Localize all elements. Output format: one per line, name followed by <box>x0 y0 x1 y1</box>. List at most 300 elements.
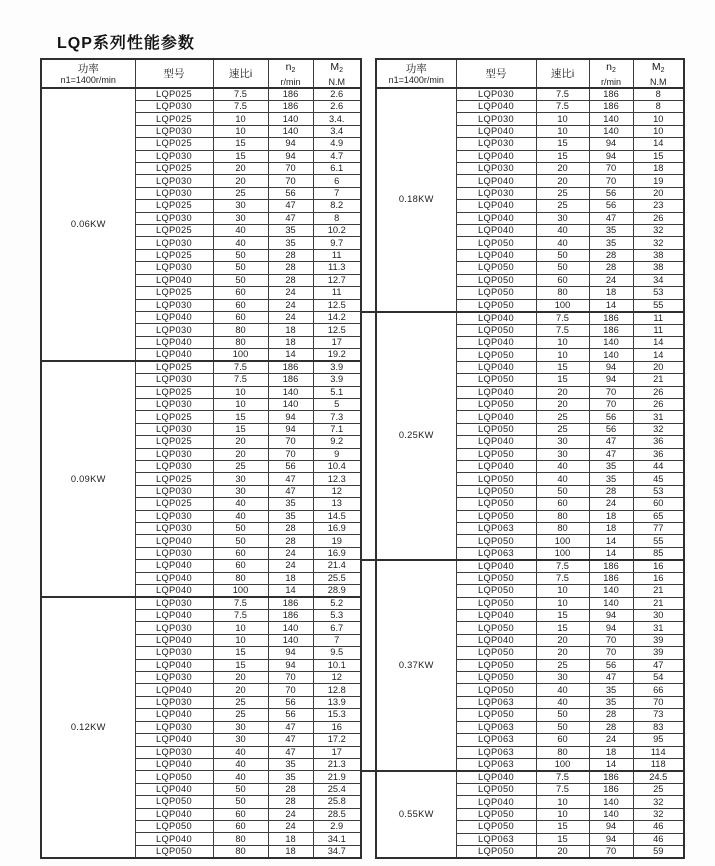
m2-cell: 25 <box>633 783 684 795</box>
ratio-cell: 20 <box>536 386 589 398</box>
m2-cell: 83 <box>633 721 684 733</box>
m2-cell: 21 <box>633 374 684 386</box>
col-header-n2 <box>268 59 313 88</box>
model-cell: LQP030 <box>135 597 213 610</box>
m2-cell: 3.9 <box>313 361 361 374</box>
m2-cell: 2.6 <box>313 88 361 101</box>
model-cell: LQP063 <box>456 523 536 535</box>
ratio-cell: 7.5 <box>213 374 268 386</box>
ratio-cell: 30 <box>536 448 589 460</box>
m2-cell: 3.9 <box>313 374 361 386</box>
n2-cell: 24 <box>589 498 633 510</box>
n2-cell: 47 <box>268 212 313 224</box>
n2-cell: 70 <box>589 163 633 175</box>
n2-cell: 24 <box>268 820 313 832</box>
table-body-left <box>41 88 361 858</box>
ratio-cell: 7.5 <box>213 610 268 622</box>
ratio-cell: 50 <box>213 535 268 547</box>
ratio-cell: 50 <box>213 274 268 286</box>
model-cell: LQP030 <box>135 187 213 199</box>
model-cell: LQP050 <box>456 398 536 410</box>
m2-cell: 44 <box>633 460 684 472</box>
m2-cell: 36 <box>633 436 684 448</box>
m2-cell: 8 <box>313 212 361 224</box>
ratio-cell: 50 <box>213 262 268 274</box>
m2-cell: 77 <box>633 523 684 535</box>
n2-cell: 140 <box>589 597 633 609</box>
n2-cell: 24 <box>268 311 313 323</box>
ratio-cell: 80 <box>536 523 589 535</box>
ratio-label: 速比i <box>228 67 253 80</box>
m2-cell: 53 <box>633 287 684 299</box>
m2-cell: 32 <box>633 423 684 435</box>
n2-cell: 94 <box>589 833 633 845</box>
m2-cell: 11.3 <box>313 262 361 274</box>
ratio-cell: 10 <box>213 386 268 398</box>
table-row <box>41 361 361 374</box>
m2-cell: 25.4 <box>313 783 361 795</box>
n2-cell: 140 <box>589 113 633 125</box>
model-cell: LQP030 <box>135 324 213 336</box>
ratio-cell: 15 <box>213 411 268 423</box>
n2-cell: 14 <box>589 547 633 560</box>
n2-cell: 70 <box>589 845 633 858</box>
model-cell: LQP030 <box>135 150 213 162</box>
model-cell: LQP040 <box>456 634 536 646</box>
ratio-cell: 50 <box>536 249 589 261</box>
ratio-cell: 7.5 <box>536 312 589 325</box>
n2-cell: 47 <box>268 473 313 485</box>
ratio-cell: 50 <box>536 721 589 733</box>
ratio-cell: 60 <box>213 560 268 572</box>
n2-cell: 24 <box>589 734 633 746</box>
ratio-cell: 80 <box>213 833 268 845</box>
model-cell: LQP030 <box>135 101 213 113</box>
model-cell: LQP030 <box>456 88 536 101</box>
m2-cell: 5.2 <box>313 597 361 610</box>
spec-table-right <box>375 58 685 859</box>
col-header-ratio <box>536 59 589 88</box>
model-cell: LQP025 <box>135 113 213 125</box>
model-cell: LQP050 <box>135 796 213 808</box>
m2-cell: 14 <box>633 349 684 361</box>
n2-cell: 70 <box>589 647 633 659</box>
model-cell: LQP025 <box>135 411 213 423</box>
m2-cell: 14.5 <box>313 510 361 522</box>
m2-cell: 17 <box>313 746 361 758</box>
m2-cell: 5.1 <box>313 386 361 398</box>
ratio-cell: 100 <box>213 349 268 362</box>
model-cell: LQP050 <box>456 845 536 858</box>
model-cell: LQP050 <box>456 473 536 485</box>
ratio-cell: 7.5 <box>536 101 589 113</box>
m2-cell: 21.9 <box>313 771 361 783</box>
n2-cell: 35 <box>268 771 313 783</box>
ratio-cell: 100 <box>536 535 589 547</box>
model-cell: LQP050 <box>135 845 213 858</box>
m2-cell: 15 <box>633 150 684 162</box>
ratio-cell: 7.5 <box>213 597 268 610</box>
ratio-cell: 15 <box>536 833 589 845</box>
m2-cell: 46 <box>633 833 684 845</box>
table-row <box>41 597 361 610</box>
model-cell: LQP040 <box>456 225 536 237</box>
model-cell: LQP040 <box>456 175 536 187</box>
power-group-cell: 0.18KW <box>376 88 456 312</box>
n2-cell: 35 <box>268 225 313 237</box>
ratio-cell: 20 <box>536 398 589 410</box>
ratio-cell: 50 <box>536 709 589 721</box>
model-cell: LQP025 <box>135 138 213 150</box>
m2-cell: 7 <box>313 187 361 199</box>
table-row <box>376 88 684 101</box>
m2-cell: 34.7 <box>313 845 361 858</box>
n2-cell: 140 <box>589 585 633 597</box>
ratio-cell: 10 <box>213 634 268 646</box>
m2-cell: 17 <box>313 336 361 348</box>
n2-unit: r/min <box>601 76 621 87</box>
m2-cell: 6.7 <box>313 622 361 634</box>
n2-cell: 140 <box>268 634 313 646</box>
m2-cell: 18 <box>633 163 684 175</box>
ratio-cell: 20 <box>536 175 589 187</box>
m2-cell: 21.3 <box>313 758 361 770</box>
n2-cell: 47 <box>268 721 313 733</box>
ratio-cell: 50 <box>536 262 589 274</box>
m2-cell: 2.9 <box>313 820 361 832</box>
m2-cell: 11 <box>633 312 684 325</box>
n2-cell: 70 <box>268 175 313 187</box>
m2-cell: 21 <box>633 597 684 609</box>
n2-cell: 186 <box>589 771 633 784</box>
model-cell: LQP040 <box>456 436 536 448</box>
ratio-cell: 30 <box>213 485 268 497</box>
n2-cell: 140 <box>589 808 633 820</box>
model-cell: LQP040 <box>135 535 213 547</box>
model-cell: LQP030 <box>135 237 213 249</box>
section-divider-connector <box>362 770 375 772</box>
ratio-cell: 7.5 <box>536 88 589 101</box>
n2-cell: 70 <box>268 448 313 460</box>
n2-cell: 18 <box>589 523 633 535</box>
m2-cell: 12 <box>313 485 361 497</box>
power-group-cell: 0.12KW <box>41 597 135 858</box>
model-cell: LQP040 <box>135 560 213 572</box>
n2-cell: 140 <box>589 796 633 808</box>
ratio-cell: 40 <box>536 696 589 708</box>
header-row <box>376 59 684 88</box>
ratio-cell: 40 <box>213 510 268 522</box>
n2-cell: 18 <box>589 746 633 758</box>
model-cell: LQP030 <box>135 510 213 522</box>
model-cell: LQP030 <box>135 547 213 559</box>
model-cell: LQP063 <box>456 547 536 560</box>
m2-cell: 95 <box>633 734 684 746</box>
ratio-cell: 20 <box>213 175 268 187</box>
n2-cell: 18 <box>268 845 313 858</box>
n2-cell: 94 <box>268 411 313 423</box>
n2-cell: 47 <box>268 734 313 746</box>
model-cell: LQP040 <box>135 833 213 845</box>
model-cell: LQP050 <box>456 821 536 833</box>
ratio-cell: 10 <box>536 336 589 348</box>
m2-cell: 9 <box>313 448 361 460</box>
model-cell: LQP040 <box>456 200 536 212</box>
model-cell: LQP050 <box>456 585 536 597</box>
n2-cell: 94 <box>589 610 633 622</box>
m2-cell: 36 <box>633 448 684 460</box>
n2-cell: 70 <box>589 634 633 646</box>
n2-cell: 94 <box>589 361 633 373</box>
n2-cell: 94 <box>268 138 313 150</box>
model-cell: LQP050 <box>456 672 536 684</box>
model-cell: LQP050 <box>456 783 536 795</box>
n2-cell: 35 <box>589 696 633 708</box>
model-label: 型号 <box>485 67 507 80</box>
model-cell: LQP040 <box>456 460 536 472</box>
n2-cell: 35 <box>589 684 633 696</box>
ratio-cell: 7.5 <box>213 101 268 113</box>
power-sublabel: n1=1400r/min <box>60 74 116 85</box>
ratio-cell: 50 <box>213 249 268 261</box>
model-cell: LQP040 <box>135 274 213 286</box>
ratio-cell: 40 <box>213 771 268 783</box>
m2-cell: 19 <box>633 175 684 187</box>
n2-cell: 47 <box>268 746 313 758</box>
n2-cell: 70 <box>268 163 313 175</box>
m2-cell: 118 <box>633 758 684 771</box>
model-cell: LQP040 <box>135 684 213 696</box>
m2-cell: 14 <box>633 336 684 348</box>
model-cell: LQP030 <box>456 187 536 199</box>
ratio-cell: 10 <box>213 113 268 125</box>
model-cell: LQP030 <box>135 721 213 733</box>
ratio-cell: 20 <box>536 647 589 659</box>
m2-cell: 6 <box>313 175 361 187</box>
n2-cell: 56 <box>268 187 313 199</box>
m2-cell: 53 <box>633 485 684 497</box>
m2-cell: 9.7 <box>313 237 361 249</box>
power-group-cell: 0.25KW <box>376 312 456 560</box>
table-row <box>376 560 684 573</box>
n2-cell: 47 <box>268 200 313 212</box>
m2-cell: 16.9 <box>313 523 361 535</box>
m2-cell: 12.7 <box>313 274 361 286</box>
ratio-cell: 25 <box>536 659 589 671</box>
ratio-cell: 60 <box>213 287 268 299</box>
n2-cell: 56 <box>589 200 633 212</box>
model-cell: LQP050 <box>456 274 536 286</box>
ratio-cell: 40 <box>213 746 268 758</box>
model-cell: LQP040 <box>135 311 213 323</box>
ratio-cell: 100 <box>213 585 268 598</box>
n2-cell: 14 <box>589 535 633 547</box>
model-cell: LQP050 <box>456 597 536 609</box>
m2-cell: 66 <box>633 684 684 696</box>
n2-cell: 94 <box>589 150 633 162</box>
model-cell: LQP050 <box>456 659 536 671</box>
col-header-n2 <box>589 59 633 88</box>
n2-cell: 56 <box>268 696 313 708</box>
model-cell: LQP040 <box>135 758 213 770</box>
m2-cell: 12.5 <box>313 324 361 336</box>
n2-cell: 94 <box>589 821 633 833</box>
n2-cell: 70 <box>268 672 313 684</box>
model-cell: LQP040 <box>135 610 213 622</box>
model-cell: LQP050 <box>456 262 536 274</box>
power-group-cell: 0.09KW <box>41 361 135 597</box>
ratio-cell: 20 <box>213 672 268 684</box>
m2-unit: N.M <box>650 76 667 87</box>
n2-cell: 94 <box>589 622 633 634</box>
m2-cell: 85 <box>633 547 684 560</box>
n2-cell: 56 <box>589 411 633 423</box>
n2-cell: 94 <box>268 647 313 659</box>
ratio-cell: 25 <box>536 411 589 423</box>
n2-cell: 70 <box>589 386 633 398</box>
ratio-cell: 15 <box>213 150 268 162</box>
m2-cell: 16 <box>633 560 684 573</box>
tables-gap <box>362 58 375 859</box>
ratio-cell: 60 <box>213 311 268 323</box>
ratio-cell: 10 <box>213 125 268 137</box>
n2-cell: 28 <box>589 262 633 274</box>
table-row <box>376 312 684 325</box>
m2-cell: 13 <box>313 498 361 510</box>
ratio-cell: 80 <box>213 336 268 348</box>
model-cell: LQP030 <box>135 523 213 535</box>
ratio-cell: 40 <box>536 684 589 696</box>
ratio-cell: 100 <box>536 299 589 312</box>
m2-cell: 4.9 <box>313 138 361 150</box>
ratio-cell: 25 <box>213 709 268 721</box>
m2-cell: 46 <box>633 821 684 833</box>
ratio-cell: 10 <box>536 349 589 361</box>
model-cell: LQP030 <box>456 163 536 175</box>
ratio-cell: 60 <box>213 299 268 311</box>
m2-cell: 55 <box>633 535 684 547</box>
model-cell: LQP025 <box>135 436 213 448</box>
table-header <box>41 59 361 88</box>
model-cell: LQP063 <box>456 696 536 708</box>
n2-cell: 186 <box>589 88 633 101</box>
m2-cell: 32 <box>633 225 684 237</box>
n2-cell: 140 <box>268 125 313 137</box>
col-header-power <box>41 59 135 88</box>
ratio-cell: 25 <box>536 423 589 435</box>
ratio-cell: 80 <box>213 324 268 336</box>
m2-cell: 10.4 <box>313 460 361 472</box>
model-cell: LQP040 <box>135 585 213 598</box>
power-label: 功率 <box>77 62 99 75</box>
model-cell: LQP040 <box>135 783 213 795</box>
n2-cell: 186 <box>268 88 313 101</box>
ratio-cell: 60 <box>536 498 589 510</box>
ratio-cell: 10 <box>213 622 268 634</box>
model-cell: LQP030 <box>135 696 213 708</box>
n2-cell: 28 <box>268 535 313 547</box>
model-cell: LQP050 <box>456 647 536 659</box>
n2-cell: 24 <box>268 547 313 559</box>
m2-cell: 4.7 <box>313 150 361 162</box>
model-cell: LQP030 <box>135 125 213 137</box>
model-cell: LQP025 <box>135 163 213 175</box>
model-cell: LQP040 <box>456 101 536 113</box>
m2-cell: 16 <box>633 572 684 584</box>
power-group-cell: 0.37KW <box>376 560 456 771</box>
m2-cell: 114 <box>633 746 684 758</box>
ratio-cell: 10 <box>536 808 589 820</box>
n2-cell: 47 <box>589 672 633 684</box>
ratio-cell: 10 <box>213 398 268 410</box>
ratio-cell: 40 <box>536 225 589 237</box>
model-cell: LQP040 <box>456 249 536 261</box>
ratio-cell: 100 <box>536 547 589 560</box>
n2-cell: 186 <box>268 597 313 610</box>
ratio-cell: 60 <box>213 820 268 832</box>
n2-cell: 94 <box>268 150 313 162</box>
model-cell: LQP030 <box>135 622 213 634</box>
ratio-cell: 20 <box>213 684 268 696</box>
ratio-cell: 7.5 <box>536 572 589 584</box>
col-header-ratio <box>213 59 268 88</box>
n2-cell: 140 <box>268 398 313 410</box>
m2-cell: 39 <box>633 634 684 646</box>
m2-cell: 12.3 <box>313 473 361 485</box>
m2-cell: 31 <box>633 622 684 634</box>
n2-cell: 18 <box>268 336 313 348</box>
n2-cell: 35 <box>589 237 633 249</box>
n2-cell: 28 <box>589 485 633 497</box>
ratio-cell: 60 <box>213 808 268 820</box>
model-cell: LQP040 <box>456 386 536 398</box>
model-cell: LQP050 <box>456 535 536 547</box>
n2-cell: 24 <box>268 560 313 572</box>
m2-cell: 19 <box>313 535 361 547</box>
col-header-m2 <box>633 59 684 88</box>
n2-cell: 186 <box>589 572 633 584</box>
power-label: 功率 <box>405 62 427 75</box>
power-group-cell: 0.55KW <box>376 771 456 858</box>
ratio-cell: 80 <box>536 746 589 758</box>
n2-cell: 35 <box>589 460 633 472</box>
ratio-cell: 40 <box>213 498 268 510</box>
ratio-cell: 25 <box>213 696 268 708</box>
ratio-cell: 50 <box>213 783 268 795</box>
n2-cell: 28 <box>268 796 313 808</box>
n2-cell: 28 <box>268 262 313 274</box>
model-cell: LQP040 <box>135 336 213 348</box>
ratio-cell: 20 <box>536 634 589 646</box>
ratio-label: 速比i <box>550 67 575 80</box>
model-cell: LQP025 <box>135 249 213 261</box>
m2-label: $M_2$ <box>651 60 665 74</box>
ratio-cell: 40 <box>536 237 589 249</box>
model-cell: LQP025 <box>135 498 213 510</box>
ratio-cell: 15 <box>536 374 589 386</box>
m2-cell: 16.9 <box>313 547 361 559</box>
table-header <box>376 59 684 88</box>
m2-cell: 31 <box>633 411 684 423</box>
model-cell: LQP050 <box>456 510 536 522</box>
m2-cell: 47 <box>633 659 684 671</box>
model-cell: LQP040 <box>135 734 213 746</box>
m2-cell: 5 <box>313 398 361 410</box>
m2-cell: 16 <box>313 721 361 733</box>
n2-cell: 140 <box>589 125 633 137</box>
m2-cell: 26 <box>633 398 684 410</box>
ratio-cell: 7.5 <box>213 88 268 101</box>
